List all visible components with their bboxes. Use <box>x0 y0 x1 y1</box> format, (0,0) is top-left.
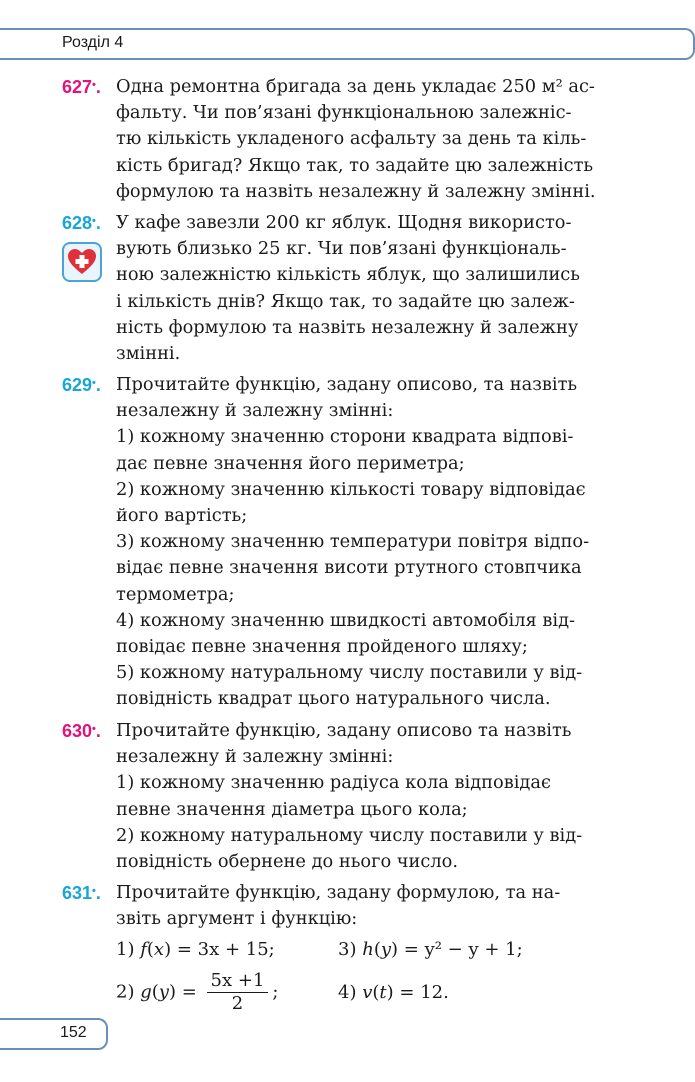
chapter-header <box>0 28 695 60</box>
problem-text <box>116 210 637 367</box>
text-line: незалежну й залежну змінні: <box>116 746 394 768</box>
problem-number: 628•. <box>62 213 101 233</box>
chapter-title: Розділ 4 <box>62 34 124 51</box>
text-line: ність формулою та назвіть незалежну й залежну <box>116 316 579 338</box>
text-line: формулою та назвіть незалежну й залежну змінні. <box>116 180 596 202</box>
problem-text <box>116 718 637 875</box>
text-line: і кількість днів? Якщо так, то задайте цю залеж- <box>116 290 575 312</box>
text-line: звіть аргумент і функцію: <box>116 908 358 930</box>
heart-first-aid-icon <box>62 242 102 282</box>
text-line: вують близько 25 кг. Чи пов’язані функціональ- <box>116 238 567 260</box>
problem-627 <box>62 74 637 205</box>
text-line: Одна ремонтна бригада за день укладає 250 м² ас- <box>116 76 595 97</box>
problem-number: 630•. <box>62 721 101 741</box>
formula-list <box>116 932 637 1018</box>
problem-number: 627•. <box>62 77 101 97</box>
formula-row <box>116 932 637 966</box>
text-line: Прочитайте функцію, задану описово та назвіть <box>116 720 572 741</box>
problem-text <box>116 880 637 932</box>
formula-3: 3) h(y) = y² − y + 1; <box>338 938 523 960</box>
list-item: 3) кожному значенню температури повітря відпо- відає певне значення висоти ртутного стовпчика термометра; <box>116 531 590 605</box>
list-item: 2) кожному натуральному числу поставили у від- повідність обернене до нього число. <box>116 824 583 873</box>
problem-628 <box>62 210 637 367</box>
text-line: змінні. <box>116 343 181 365</box>
problem-number: 629•. <box>62 375 101 395</box>
text-line: фальту. Чи пов’язані функціональною залежніс- <box>116 102 572 124</box>
page-number-tab <box>0 1018 108 1050</box>
formula-2: 2) g(y) = $\frac{5x +1}{2}$ ; <box>116 969 279 1014</box>
problem-number: 631•. <box>62 883 101 903</box>
problem-629 <box>62 372 637 713</box>
text-line: Прочитайте функцію, задану формулою, та на- <box>116 882 561 903</box>
page-number: 152 <box>60 1024 87 1041</box>
text-line: тю кількість укладеного асфальту за день та кіль- <box>116 128 587 150</box>
list-item: 4) кожному значенню швидкості автомобіля від- повідає певне значення пройденого шляху; <box>116 609 576 658</box>
text-line: кість бригад? Якщо так, то задайте цю залежність <box>116 154 594 176</box>
problem-text <box>116 372 637 713</box>
list-item: 2) кожному значенню кількості товару відповідає його вартість; <box>116 478 586 527</box>
problem-631 <box>62 880 637 1018</box>
problem-text <box>116 74 637 205</box>
problem-630 <box>62 718 637 875</box>
text-line: У кафе завезли 200 кг яблук. Щодня використо- <box>116 212 572 233</box>
text-line: ною залежністю кількість яблук, що залишились <box>116 264 580 286</box>
list-item: 1) кожному значенню радіуса кола відповідає певне значення діаметра цього кола; <box>116 772 551 820</box>
text-line: Прочитайте функцію, задану описово, та назвіть <box>116 374 578 395</box>
list-item: 5) кожному натуральному числу поставили у від- повідність квадрат цього натурального числа. <box>116 662 583 710</box>
formula-4: 4) v(t) = 12. <box>338 981 449 1003</box>
formula-1: 1) f(x) = 3x + 15; <box>116 938 275 960</box>
fraction: $\frac{5x +1}{2}$ <box>207 970 269 1015</box>
formula-row <box>116 966 637 1018</box>
text-line: незалежну й залежну змінні: <box>116 400 394 422</box>
list-item: 1) кожному значенню сторони квадрата відпові- дає певне значення його периметра; <box>116 426 574 474</box>
